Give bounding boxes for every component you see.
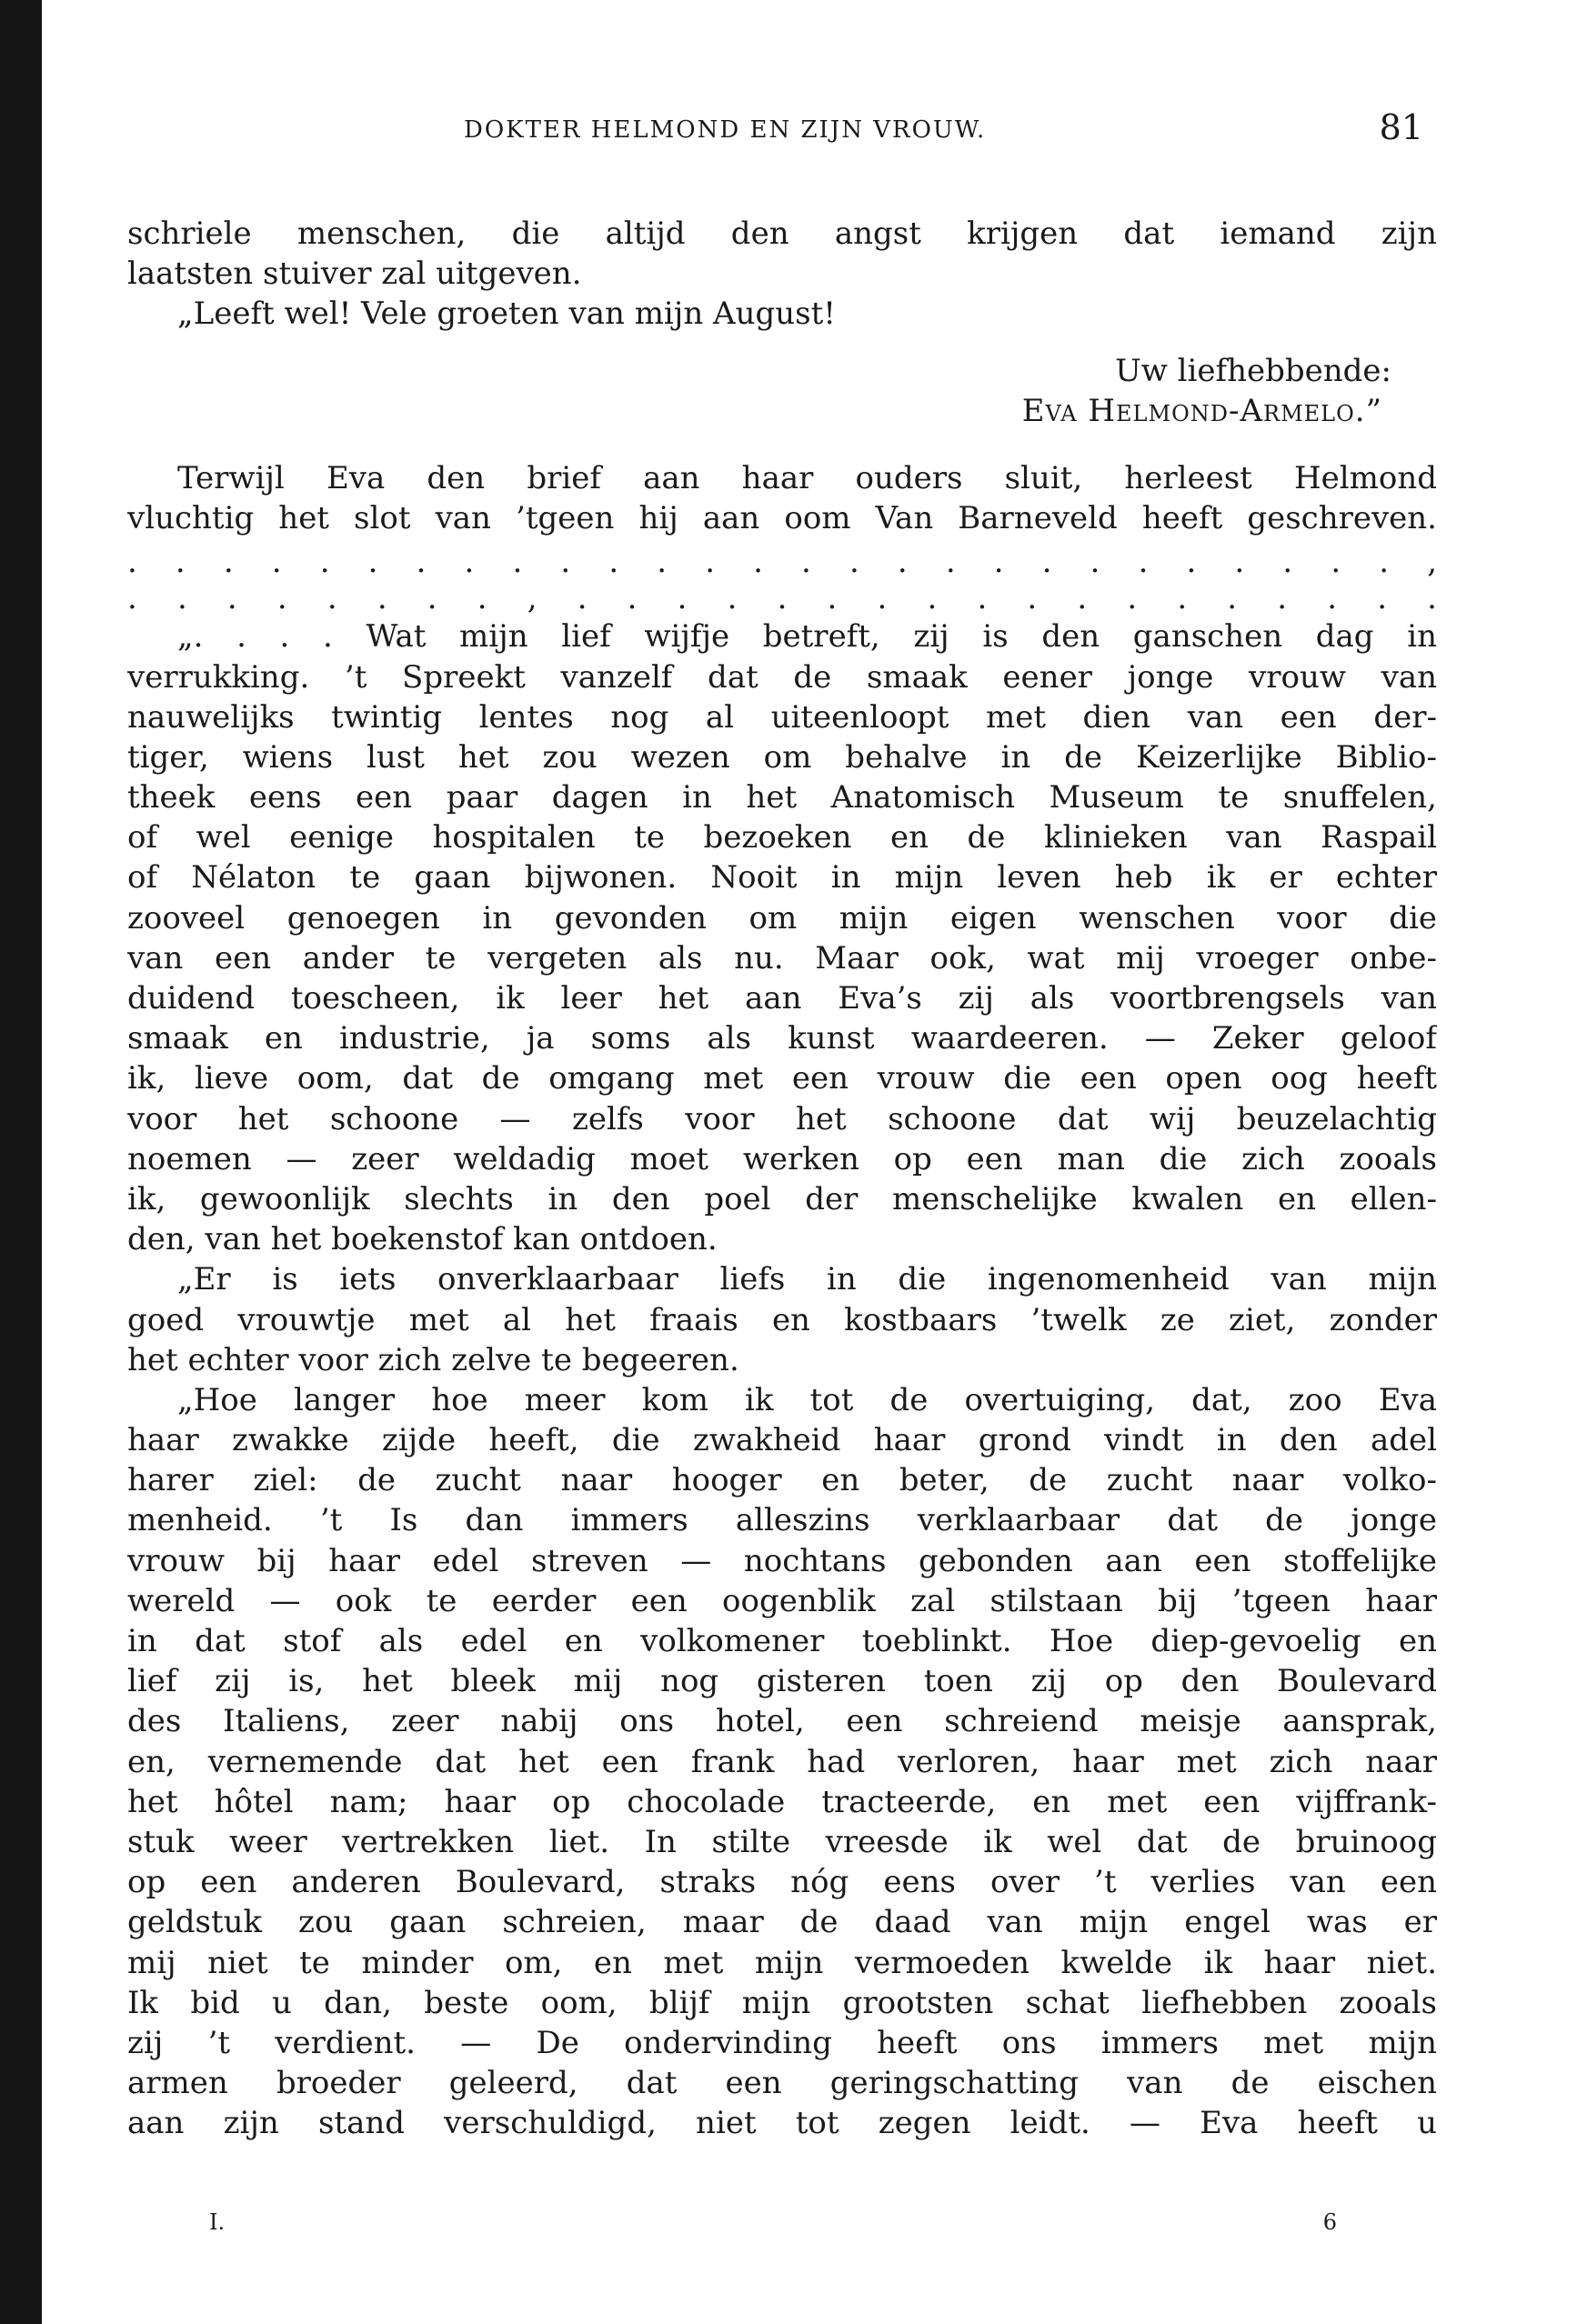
text-line: „Leeft wel! Vele groeten van mijn August! <box>177 296 836 333</box>
text-line: ik, lieve oom, dat de omgang met een vrouw die een open oog heeft <box>127 1060 1437 1097</box>
page-number: 81 <box>1379 107 1423 147</box>
text-line: tiger, wiens lust het zou wezen om behalve in de Keizerlijke Biblio- <box>127 738 1437 776</box>
text-line: Ik bid u dan, beste oom, blijf mijn grootsten schat liefhebben zooals <box>127 1984 1437 2021</box>
text-line: het hôtel nam; haar op chocolade tracteerde, en met een vijffrank- <box>127 1783 1437 1820</box>
text-line: in dat stof als edel en volkomener toeblinkt. Hoe diep-gevoelig en <box>127 1623 1437 1659</box>
text-line: laatsten stuiver zal uitgeven. <box>127 255 582 293</box>
text-line: nauwelijks twintig lentes nog al uiteenloopt met dien van een der- <box>127 698 1437 736</box>
text-line: geldstuk zou gaan schreien, maar de daad van mijn engel was er <box>127 1904 1437 1941</box>
text-line: van een ander te vergeten als nu. Maar ook, wat mij vroeger onbe- <box>127 939 1437 977</box>
letter-closing: Uw liefhebbende: <box>1115 352 1391 389</box>
text-line: haar zwakke zijde heeft, die zwakheid haar grond vindt in den adel <box>127 1422 1437 1459</box>
text-line: noemen — zeer weldadig moet werken op een man die zich zooals <box>127 1140 1437 1177</box>
text-line: verrukking. ’t Spreekt vanzelf dat de smaak eener jonge vrouw van <box>127 658 1437 696</box>
text-line: des Italiens, zeer nabij ons hotel, een schreiend meisje aansprak, <box>127 1703 1437 1740</box>
text-line: „Hoe langer hoe meer kom ik tot de overtuiging, dat, zoo Eva <box>177 1381 1437 1418</box>
text-line: goed vrouwtje met al het fraais en kostbaars ’twelk ze ziet, zonder <box>127 1301 1437 1338</box>
text-line: duidend toescheen, ik leer het aan Eva’s zij als voortbrengsels van <box>127 980 1437 1017</box>
text-line: den, van het boekenstof kan ontdoen. <box>127 1221 718 1258</box>
text-line: zooveel genoegen in gevonden om mijn eigen wenschen voor die <box>127 899 1437 937</box>
text-line: lief zij is, het bleek mij nog gisteren toen zij op den Boulevard <box>127 1663 1437 1700</box>
text-line: Terwijl Eva den brief aan haar ouders sluit, herleest Helmond <box>177 459 1437 496</box>
text-line: ik, gewoonlijk slechts in den poel der menschelijke kwalen en ellen- <box>127 1180 1437 1217</box>
text-line: vluchtig het slot van ’tgeen hij aan oom Van Barneveld heeft geschreven. <box>127 500 1437 537</box>
text-line: „Er is iets onverklaarbaar liefs in die ingenomenheid van mijn <box>177 1261 1437 1298</box>
text-line: armen broeder geleerd, dat een geringschatting van de eischen <box>127 2065 1437 2102</box>
signature-mark-gathering: 6 <box>1322 2209 1337 2235</box>
text-line: smaak en industrie, ja soms als kunst waardeeren. — Zeker geloof <box>127 1020 1437 1057</box>
ellipsis-row: . . . . . . . . . . . . . . . . . . . . . . . . . . . , <box>127 544 1437 581</box>
text-line: voor het schoone — zelfs voor het schoone dat wij beuzelachtig <box>127 1100 1437 1137</box>
signature-mark-volume: I. <box>209 2209 226 2235</box>
text-line: het echter voor zich zelve te begeeren. <box>127 1341 739 1378</box>
running-title: DOKTER HELMOND EN ZIJN VROUW. <box>464 116 987 144</box>
text-line: wereld — ook te eerder een oogenblik zal stilstaan bij ’tgeen haar <box>127 1582 1437 1619</box>
text-line: theek eens een paar dagen in het Anatomisch Museum te snuffelen, <box>127 779 1437 816</box>
text-line: harer ziel: de zucht naar hooger en beter, de zucht naar volko- <box>127 1462 1437 1499</box>
text-line: zij ’t verdient. — De ondervinding heeft ons immers met mijn <box>127 2024 1437 2061</box>
page-footer <box>209 2209 1337 2246</box>
text-line: „. . . . Wat mijn lief wijfje betreft, zij is den ganschen dag in <box>177 618 1437 656</box>
letter-signature: Eva Helmond-Armelo.” <box>1021 392 1382 429</box>
text-line: aan zijn stand verschuldigd, niet tot zegen leidt. — Eva heeft u <box>127 2105 1437 2142</box>
text-line: of wel eenige hospitalen te bezoeken en de klinieken van Raspail <box>127 819 1437 856</box>
text-line: vrouw bij haar edel streven — nochtans gebonden aan een stoffelijke <box>127 1542 1437 1579</box>
text-line: mij niet te minder om, en met mijn vermoeden kwelde ik haar niet. <box>127 1944 1437 1981</box>
text-line: stuk weer vertrekken liet. In stilte vreesde ik wel dat de bruinoog <box>127 1823 1437 1860</box>
book-spine-shadow <box>0 0 42 2324</box>
text-line: en, vernemende dat het een frank had verloren, haar met zich naar <box>127 1743 1437 1780</box>
page-body <box>127 214 1437 2143</box>
text-line: of Nélaton te gaan bijwonen. Nooit in mijn leven heb ik er echter <box>127 859 1437 897</box>
text-line: schriele menschen, die altijd den angst krijgen dat iemand zijn <box>127 215 1437 252</box>
text-line: menheid. ’t Is dan immers alleszins verklaarbaar dat de jonge <box>127 1502 1437 1539</box>
text-line: op een anderen Boulevard, straks nóg eens over ’t verlies van een <box>127 1864 1437 1901</box>
ellipsis-row: . . . . . . . . , . . . . . . . . . . . . . . . . . . <box>127 580 1437 617</box>
